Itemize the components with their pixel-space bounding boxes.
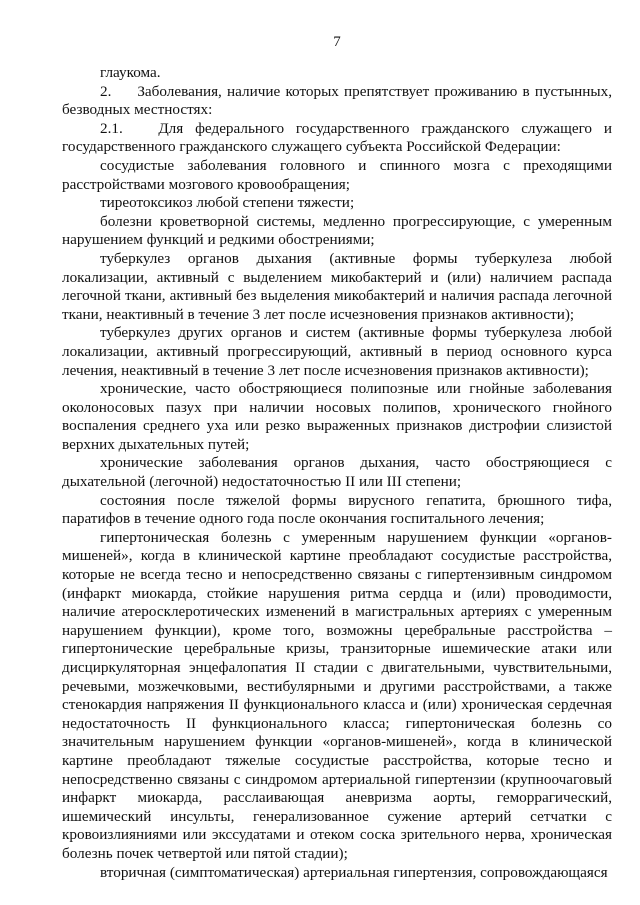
paragraph-section-2-1: 2.1. Для федерального государственного гражданского служащего и государственного гражданского служащего субъекта Российской Федерации: — [62, 119, 612, 156]
paragraph-glaucoma: глаукома. — [100, 64, 161, 81]
paragraph-secondary-hypertension: вторичная (симптоматическая) артериальная гипертензия, сопровождающаяся — [100, 863, 608, 881]
paragraph-other-tuberculosis: туберкулез других органов и систем (активные формы туберкулеза любой локализации, активный прогрессирующий, активный в период основного курса лечения, неактивный в течение 3 лет после исчезновения признаков активности); — [62, 324, 612, 379]
paragraph-hepatitis: состояния после тяжелой формы вирусного гепатита, брюшного тифа, паратифов в течение одного года после окончания госпитального лечения; — [62, 491, 612, 528]
document-body — [62, 64, 612, 882]
paragraph-section-2: 2. Заболевания, наличие которых препятствует проживанию в пустынных, безводных местностях: — [62, 82, 612, 119]
paragraph-chronic-respiratory: хронические заболевания органов дыхания, часто обостряющиеся с дыхательной (легочной) недостаточностью II или III степени; — [62, 454, 612, 491]
paragraph-sinus-diseases: хронические, часто обостряющиеся полипозные или гнойные заболевания околоносовых пазух при наличии носовых полипов, хронического гнойного воспаления среднего уха или резко выраженных признаков дистрофии слизистой верхних дыхательных путей; — [62, 380, 612, 453]
paragraph-hypertension: гипертоническая болезнь с умеренным нарушением функции «органов-мишеней», когда в клинической картине преобладают сосудистые расстройства, которые не всегда тесно и непосредственно связаны с гипертензивным синдромом (инфаркт миокарда, стойкие нарушения ритма сердца и (или) проводимости, наличие атеросклеротических изменений в магистральных артериях с умеренным нарушением функции), кроме того, возможны церебральные расстройства – гипертонические церебральные кризы, транзиторные ишемические атаки или дисциркуляторная энцефалопатия II стадии с двигательными, чувствительными, речевыми, мозжечковыми, вестибулярными и другими расстройствами, а также стенокардия напряжения II функционального класса и (или) хроническая сердечная недостаточность II функционального класса; гипертоническая болезнь со значительным нарушением функции «органов-мишеней», когда в клинической картине преобладают тяжелые сосудистые расстройства, которые тесно и непосредственно связаны с синдромом артериальной гипертензии (крупноочаговый инфаркт миокарда, расслаивающая аневризма аорты, геморрагический, ишемический инсульты, генерализованное сужение артерий сетчатки с кровоизлияниями или экссудатами и отеком соска зрительного нерва, хроническая болезнь почек четвертой или пятой стадии); — [62, 528, 612, 862]
page-number: 7 — [333, 34, 341, 50]
paragraph-blood-diseases: болезни кроветворной системы, медленно прогрессирующие, с умеренным нарушением функций и редкими обострениями; — [62, 212, 612, 249]
paragraph-thyrotoxicosis: тиреотоксикоз любой степени тяжести; — [100, 194, 355, 212]
paragraph-vascular-diseases: сосудистые заболевания головного и спинного мозга с преходящими расстройствами мозгового кровообращения; — [62, 156, 612, 193]
paragraph-respiratory-tuberculosis: туберкулез органов дыхания (активные формы туберкулеза любой локализации, активный с выделением микобактерий и (или) наличием распада легочной ткани, активный без выделения микобактерий и наличия распада легочной ткани, неактивный в течение 3 лет после исчезновения признаков активности); — [62, 249, 612, 323]
